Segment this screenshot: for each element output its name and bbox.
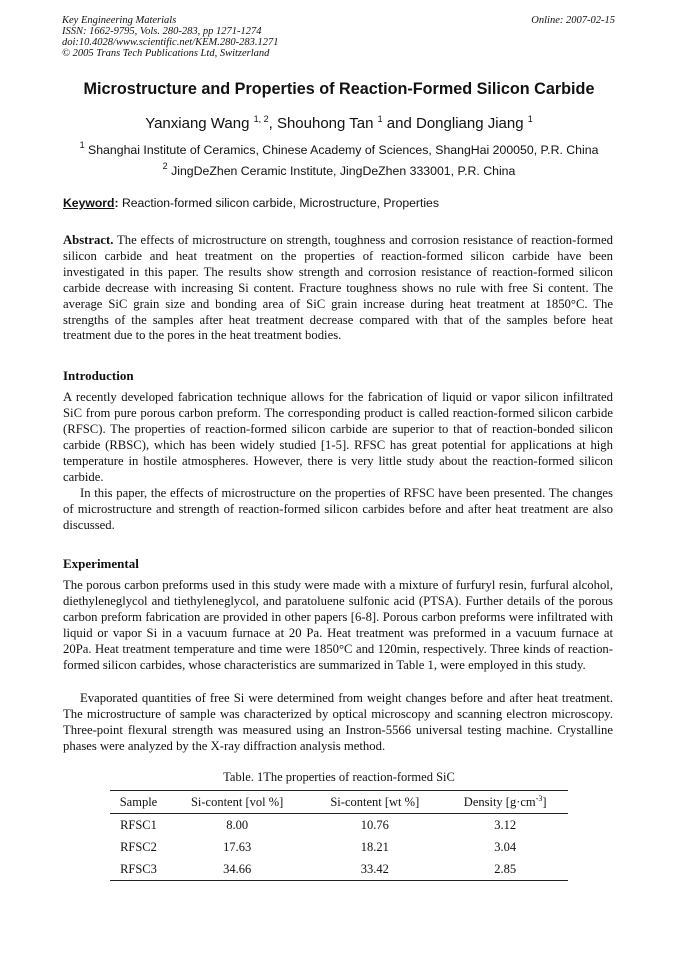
introduction-heading: Introduction xyxy=(63,368,134,383)
affiliation-mark: 1 xyxy=(79,140,85,150)
column-header: Sample xyxy=(119,794,158,809)
density-header-bracket: ] xyxy=(542,795,547,809)
author-name: and Dongliang Jiang xyxy=(382,115,524,132)
column-header: Si-content [vol %] xyxy=(190,794,284,809)
table-cell: 10.76 xyxy=(360,817,389,832)
author-affil-mark: 1 xyxy=(377,114,383,124)
density-unit-exponent: -3 xyxy=(535,794,543,803)
affiliation-text: JingDeZhen Ceramic Institute, JingDeZhen 333001, P.R. China xyxy=(171,164,516,178)
abstract xyxy=(63,233,613,344)
table-cell: 17.63 xyxy=(223,839,252,854)
table-cell: 3.04 xyxy=(494,839,517,854)
journal-name: Key Engineering Materials xyxy=(62,15,177,26)
affiliation-1 xyxy=(0,140,678,157)
copyright-line: © 2005 Trans Tech Publications Ltd, Switzerland xyxy=(62,48,270,59)
keywords xyxy=(63,196,439,210)
issn-line: ISSN: 1662-9795, Vols. 280-283, pp 1271-1274 xyxy=(62,26,262,37)
journal-header xyxy=(62,15,615,59)
author-name: , Shouhong Tan xyxy=(268,115,374,132)
introduction-paragraph-2: In this paper, the effects of microstructure on the properties of RFSC have been presented. The changes of microstructure and strength of reaction-formed silicon carbides before and after heat treatment are also discussed. xyxy=(63,486,613,532)
experimental-paragraph-2: Evaporated quantities of free Si were determined from weight changes before and after heat treatment. The microstructure of sample was characterized by optical microscopy and scanning electron microscopy. Three-point flexural strength was measured using an Instron-5566 universal testing machine. Crystalline phases were analyzed by the X-ray diffraction analysis method. xyxy=(63,691,613,753)
introduction-paragraph-1: A recently developed fabrication technique allows for the fabrication of liquid or vapor silicon infiltrated SiC from pure porous carbon preform. The corresponding product is called reaction-formed silicon carbide (RFSC). The properties of reaction-formed silicon carbide are superior to that of reaction-bonded silicon carbide (RBSC), which has been widely studied [1-5]. RFSC has great potential for applications at high temperature in hostile atmospheres. However, there is very little study about the reaction-formed silicon carbide. xyxy=(63,390,613,484)
keyword-text: Reaction-formed silicon carbide, Microstructure, Properties xyxy=(121,196,439,210)
properties-table xyxy=(110,790,568,881)
table-row xyxy=(110,836,568,858)
table-cell: 8.00 xyxy=(226,817,249,832)
table-cell: 18.21 xyxy=(360,839,389,854)
affiliation-mark: 2 xyxy=(162,161,168,171)
table-row xyxy=(110,814,568,837)
online-date: Online: 2007-02-15 xyxy=(531,15,615,26)
table-cell: RFSC2 xyxy=(120,839,157,854)
doi-line: doi:10.4028/www.scientific.net/KEM.280-283.1271 xyxy=(62,37,279,48)
paper-title: Microstructure and Properties of Reaction-Formed Silicon Carbide xyxy=(83,80,595,98)
table-caption: Table. 1The properties of reaction-formed SiC xyxy=(223,770,455,784)
affiliation-2 xyxy=(0,161,678,178)
abstract-label: Abstract. xyxy=(63,233,114,247)
table-header-row xyxy=(110,791,568,814)
table-row xyxy=(110,858,568,881)
table-cell: RFSC1 xyxy=(120,817,157,832)
author-list xyxy=(0,114,678,132)
table-cell: 3.12 xyxy=(494,817,517,832)
column-header: Si-content [wt %] xyxy=(330,794,420,809)
table-cell: 33.42 xyxy=(360,861,389,876)
author-affil-mark: 1 xyxy=(527,114,533,124)
affiliation-text: Shanghai Institute of Ceramics, Chinese Academy of Sciences, ShangHai 200050, P.R. China xyxy=(88,143,599,157)
experimental-paragraph-1: The porous carbon preforms used in this study were made with a mixture of furfuryl resin, furfural alcohol, diethyleneglycol and tiethyleneglycol, and paratoluene sulfonic acid (PTSA). Further details of the porous carbon preform fabrication are provided in other papers [6-8]. Porous carbon preforms were infiltrated with liquid or vapor Si in a vacuum furnace at 20 Pa. Heat treatment was preformed in a vacuum furnace at 20Pa. Heat treatment temperature and time were 1850°C and 120min, respectively. Three kinds of reaction-formed silicon carbides, whose characteristics are summarized in Table 1, were employed in this study. xyxy=(63,578,613,672)
table-cell: 2.85 xyxy=(494,861,517,876)
table-cell: 34.66 xyxy=(223,861,252,876)
author-name: Yanxiang Wang xyxy=(145,115,250,132)
experimental-heading: Experimental xyxy=(63,556,139,571)
table-cell: RFSC3 xyxy=(120,861,157,876)
author-affil-mark: 1, 2 xyxy=(253,114,269,124)
keyword-colon: : xyxy=(114,196,122,210)
column-header xyxy=(442,791,568,814)
abstract-text: The effects of microstructure on strength, toughness and corrosion resistance of reaction-formed silicon carbide and heat treatment on the properties of reaction-formed silicon carbide have been investigated in this paper. The results show strength and corrosion resistance of reaction-formed silicon carbide decrease with increasing Si content. Fracture toughness shows no rule with free Si content. The average SiC grain size and bonding area of SiC grain increase during heat treatment at 1850°C. The strengths of the samples after heat treatment decrease compared with that of the samples before heat treatment due to the pores in the heat treatment bodies. xyxy=(63,233,613,343)
density-header-text: Density [g·cm xyxy=(463,795,536,809)
keyword-label: Keyword xyxy=(63,196,115,210)
